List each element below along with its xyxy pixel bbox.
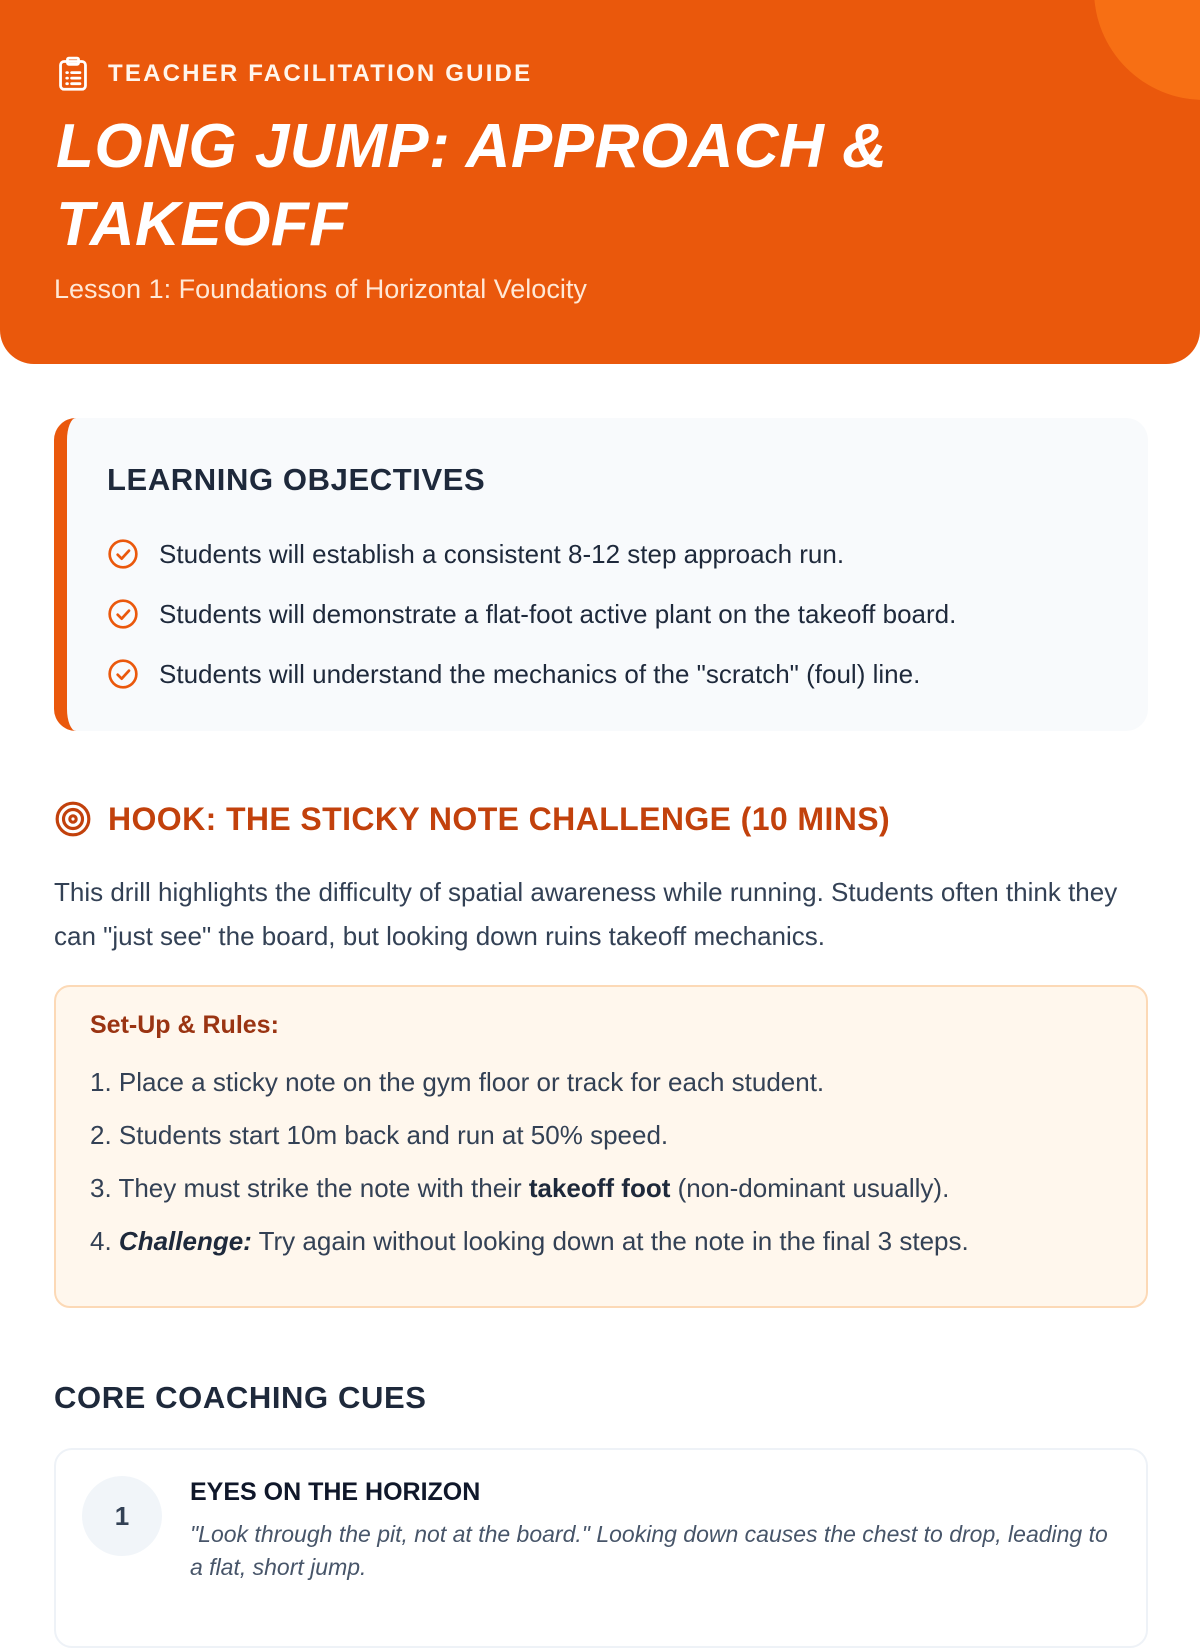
eyebrow-label: TEACHER FACILITATION GUIDE	[108, 60, 533, 87]
rule-item	[90, 1224, 969, 1277]
objective-text: Students will demonstrate a flat-foot active plant on the takeoff board.	[159, 598, 957, 629]
cue-title: EYES ON THE HORIZON	[190, 1478, 481, 1506]
check-circle-icon	[107, 658, 139, 690]
objective-item	[107, 644, 956, 704]
objective-text: Students will establish a consistent 8-12 step approach run.	[159, 538, 845, 569]
check-circle-icon	[107, 598, 139, 630]
decorative-circle	[1094, 0, 1200, 100]
rules-list	[90, 1065, 969, 1277]
rule-text: 2. Students start 10m back and run at 50% speed.	[90, 1120, 669, 1150]
rules-heading: Set-Up & Rules:	[90, 1011, 279, 1039]
page-title: LONG JUMP: APPROACH & TAKEOFF	[56, 112, 888, 259]
hook-header	[54, 800, 890, 838]
rule-text: (non-dominant usually).	[670, 1173, 950, 1203]
setup-rules-callout	[54, 985, 1148, 1308]
coaching-cues-heading: CORE COACHING CUES	[54, 1380, 427, 1415]
rule-emphasis: takeoff foot	[528, 1173, 671, 1203]
objective-item	[107, 524, 956, 584]
rule-challenge-label: Challenge:	[118, 1226, 252, 1256]
coaching-cue-card	[54, 1448, 1148, 1648]
rule-item	[90, 1065, 969, 1118]
hook-heading: HOOK: THE STICKY NOTE CHALLENGE (10 MINS)	[108, 800, 891, 837]
rule-text: 1. Place a sticky note on the gym floor or track for each student.	[90, 1067, 825, 1097]
check-circle-icon	[107, 538, 139, 570]
hook-description: This drill highlights the difficulty of spatial awareness while running. Students often think they can "just see" the board, but looking down ruins takeoff mechanics.	[54, 877, 1118, 951]
rule-text: 4.	[90, 1226, 119, 1256]
learning-objectives-panel	[54, 418, 1148, 731]
objective-item	[107, 584, 956, 644]
rule-text: Try again without looking down at the note in the final 3 steps.	[251, 1226, 969, 1256]
target-icon	[54, 800, 92, 838]
cue-description: "Look through the pit, not at the board." Looking down causes the chest to drop, leading to a flat, short jump.	[190, 1521, 1108, 1580]
objectives-list	[107, 524, 956, 704]
objective-text: Students will understand the mechanics of the "scratch" (foul) line.	[159, 658, 921, 689]
cue-number-badge: 1	[82, 1476, 162, 1556]
rule-text: 3. They must strike the note with their	[90, 1173, 529, 1203]
eyebrow	[56, 56, 532, 92]
rule-item	[90, 1171, 969, 1224]
page-subtitle: Lesson 1: Foundations of Horizontal Velocity	[54, 274, 587, 304]
header-banner	[0, 0, 1200, 364]
objectives-heading: LEARNING OBJECTIVES	[107, 462, 486, 497]
clipboard-list-icon	[56, 56, 90, 92]
rule-item	[90, 1118, 969, 1171]
